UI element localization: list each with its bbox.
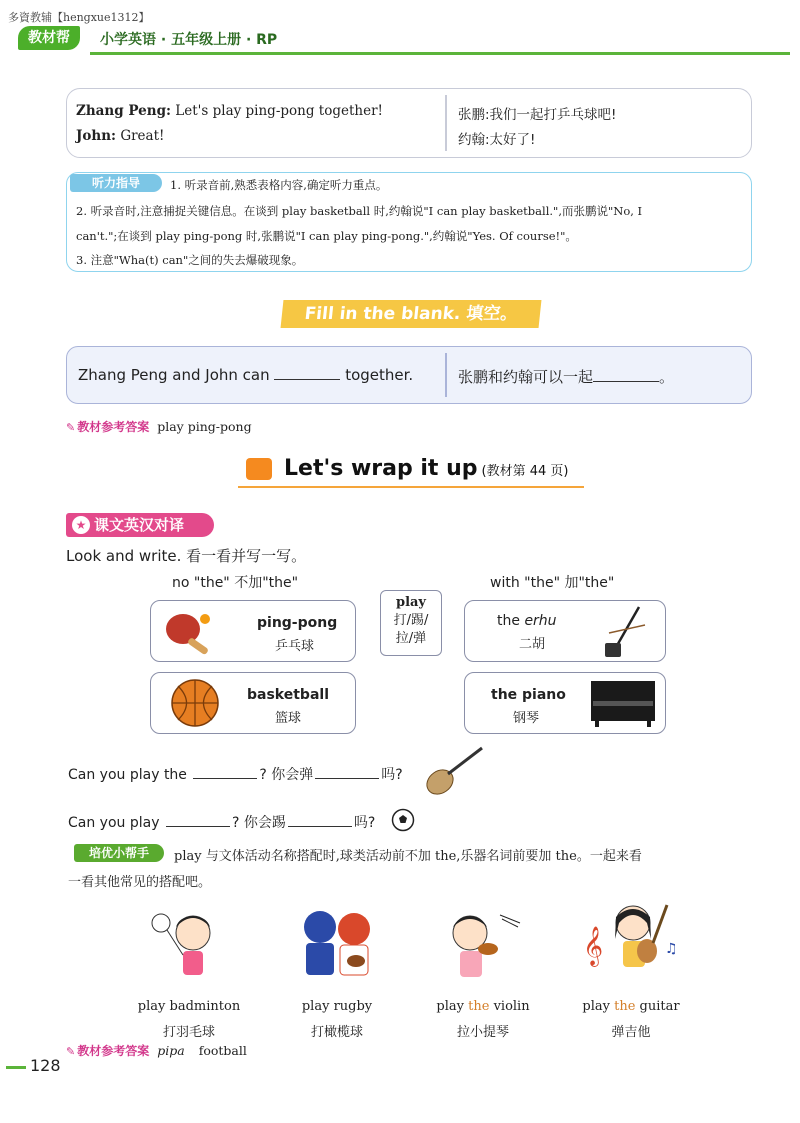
- fill-en-after: together.: [345, 366, 414, 384]
- dialog-box: [66, 88, 752, 158]
- kid-violin: [418, 905, 548, 1045]
- item-erhu-the: the: [497, 613, 520, 629]
- fill-divider: [445, 353, 447, 397]
- q1-blank-en[interactable]: [193, 767, 257, 779]
- item-piano-the: the: [491, 687, 518, 703]
- wrap-title: [284, 456, 568, 481]
- play-en: play: [395, 595, 426, 610]
- left-column-heading: no "the" 不加"the": [172, 575, 299, 591]
- dialog-en-line-2: [76, 128, 164, 144]
- pipa-icon: [420, 742, 490, 802]
- wrap-section-icon: [246, 458, 272, 480]
- fill-en-before: Zhang Peng and John can: [78, 366, 270, 384]
- q2-after: 吗?: [353, 815, 376, 831]
- book-title: 小学英语 · 五年级上册 · RP: [100, 32, 278, 48]
- fill-en-blank[interactable]: [274, 366, 340, 380]
- svg-text:𝄞: 𝄞: [583, 926, 604, 966]
- kid-zh-guitar: 弹吉他: [611, 1025, 651, 1040]
- tip-line-4: 3. 注意"Wha(t) can"之间的失去爆破现象。: [76, 253, 304, 267]
- tip-line-3: can't.";在谈到 play ping-pong 时,张鹏说"I can play ping-pong.",约翰说"Yes. Of course!"。: [76, 229, 577, 243]
- q1-after: 吗?: [381, 767, 403, 783]
- item-piano-word: piano: [522, 687, 566, 703]
- svg-text:♫: ♫: [665, 941, 678, 957]
- kid-zh-badminton: 打羽毛球: [162, 1025, 215, 1040]
- answer-line-2: [66, 1042, 247, 1059]
- dialog-zh-line-1: 张鹏:我们一起打乒乓球吧!: [458, 107, 617, 123]
- question-1: [68, 764, 403, 784]
- answer2-football: football: [198, 1043, 247, 1058]
- bubble-erhu: [464, 600, 666, 662]
- pen-icon-2: ✎: [66, 1045, 76, 1058]
- pen-icon: ✎: [66, 421, 76, 434]
- question-2: [68, 812, 375, 832]
- listening-tip-tag: 听力指导: [70, 174, 162, 192]
- badminton-kid-illustration: [149, 905, 229, 989]
- section-tag: [66, 513, 214, 537]
- answer-line-1: [66, 418, 252, 435]
- wrap-underline: [238, 486, 584, 488]
- kid-zh-rugby: 打橄榄球: [310, 1025, 363, 1040]
- wrap-title-text: Let's wrap it up: [284, 456, 478, 481]
- q1-mid: ? 你会弹: [259, 767, 314, 783]
- item-en-ping-pong: ping-pong: [257, 615, 338, 631]
- guitar-kid-illustration: [581, 893, 681, 977]
- helper-line-2: 一看其他常见的搭配吧。: [68, 875, 212, 890]
- kid-zh-violin: 拉小提琴: [456, 1025, 509, 1040]
- football-icon: [391, 808, 415, 832]
- q2-blank-en[interactable]: [166, 815, 230, 827]
- fill-en-sentence: [78, 366, 413, 384]
- fill-zh-blank[interactable]: [593, 368, 659, 382]
- piano-icon: [589, 679, 659, 729]
- kid-en-violin: play the violin: [436, 999, 530, 1014]
- dialog-en-line-1: [76, 103, 383, 119]
- play-center-box: [380, 590, 442, 656]
- dialog-divider: [445, 95, 447, 151]
- watermark-text: 多資教辅【hengxue1312】: [8, 11, 150, 24]
- item-zh-piano: 钢琴: [513, 711, 540, 726]
- bubble-piano: [464, 672, 666, 734]
- brand-badge: 教材帮: [18, 26, 80, 50]
- q2-mid: ? 你会踢: [231, 815, 286, 831]
- q2-before: Can you play: [68, 815, 160, 831]
- answer2-pipa: pipa: [157, 1043, 185, 1058]
- page-number-accent: [6, 1066, 26, 1069]
- basketball-icon: [169, 677, 225, 729]
- section-tag-text: 课文英汉对译: [94, 516, 185, 534]
- page-header: [0, 0, 800, 58]
- page-number: 128: [30, 1056, 61, 1075]
- header-rule: [90, 52, 790, 55]
- answer-label-2: 教材参考答案: [77, 1044, 150, 1058]
- q2-blank-zh[interactable]: [288, 815, 352, 827]
- look-and-write-instruction: Look and write. 看一看并写一写。: [66, 547, 307, 565]
- bubble-ping-pong: [150, 600, 356, 662]
- dialog-zh-line-2: 约翰:太好了!: [458, 132, 536, 148]
- tip-line-2: 2. 听录音时,注意捕捉关键信息。在谈到 play basketball 时,约翰说"I can play basketball.",而张鹏说"No, I: [76, 204, 643, 218]
- play-zh-2: 拉/弹: [395, 631, 427, 646]
- wrap-title-ref: (教材第 44 页): [481, 464, 569, 479]
- kid-en-guitar: play the guitar: [582, 999, 680, 1014]
- item-en-basketball: basketball: [247, 687, 329, 703]
- ping-pong-paddle-icon: [161, 609, 221, 655]
- tip-line-1: 1. 听录音前,熟悉表格内容,确定听力重点。: [170, 178, 388, 192]
- item-zh-basketball: 篮球: [275, 711, 302, 726]
- item-erhu-word: erhu: [524, 613, 557, 629]
- fill-zh-after: 。: [659, 368, 675, 386]
- play-zh-1: 打/踢/: [393, 613, 429, 628]
- answer-label-1: 教材参考答案: [77, 420, 150, 434]
- answer-text-1: play ping-pong: [157, 419, 252, 434]
- speaker-john: John:: [76, 128, 117, 144]
- kid-badminton: [124, 905, 254, 1045]
- dialog-en-text-1: Let's play ping-pong together!: [175, 103, 383, 119]
- q1-blank-zh[interactable]: [315, 767, 379, 779]
- violin-kid-illustration: [438, 905, 528, 989]
- bubble-basketball: [150, 672, 356, 734]
- kid-rugby: [272, 905, 402, 1045]
- fill-zh-sentence: [458, 366, 674, 387]
- item-en-piano: [491, 687, 566, 703]
- item-zh-erhu: 二胡: [519, 637, 546, 652]
- fill-blank-banner: Fill in the blank. 填空。: [281, 300, 542, 328]
- kid-guitar: [566, 905, 696, 1045]
- item-zh-ping-pong: 乒乓球: [275, 639, 315, 654]
- dialog-en-text-2: Great!: [120, 128, 165, 144]
- kid-en-badminton: play badminton: [137, 999, 241, 1014]
- item-en-erhu: [497, 613, 557, 629]
- erhu-icon: [599, 603, 649, 661]
- q1-before: Can you play the: [68, 767, 187, 783]
- right-column-heading: with "the" 加"the": [490, 575, 615, 591]
- rugby-kids-illustration: [292, 905, 382, 989]
- helper-tag: 培优小帮手: [74, 844, 164, 862]
- kid-en-rugby: play rugby: [301, 999, 373, 1014]
- fill-zh-before: 张鹏和约翰可以一起: [458, 368, 594, 386]
- star-icon: ★: [72, 516, 90, 534]
- helper-line-1: play 与文体活动名称搭配时,球类活动前不加 the,乐器名词前要加 the。一起来看: [174, 849, 642, 864]
- speaker-zhang-peng: Zhang Peng:: [76, 103, 171, 119]
